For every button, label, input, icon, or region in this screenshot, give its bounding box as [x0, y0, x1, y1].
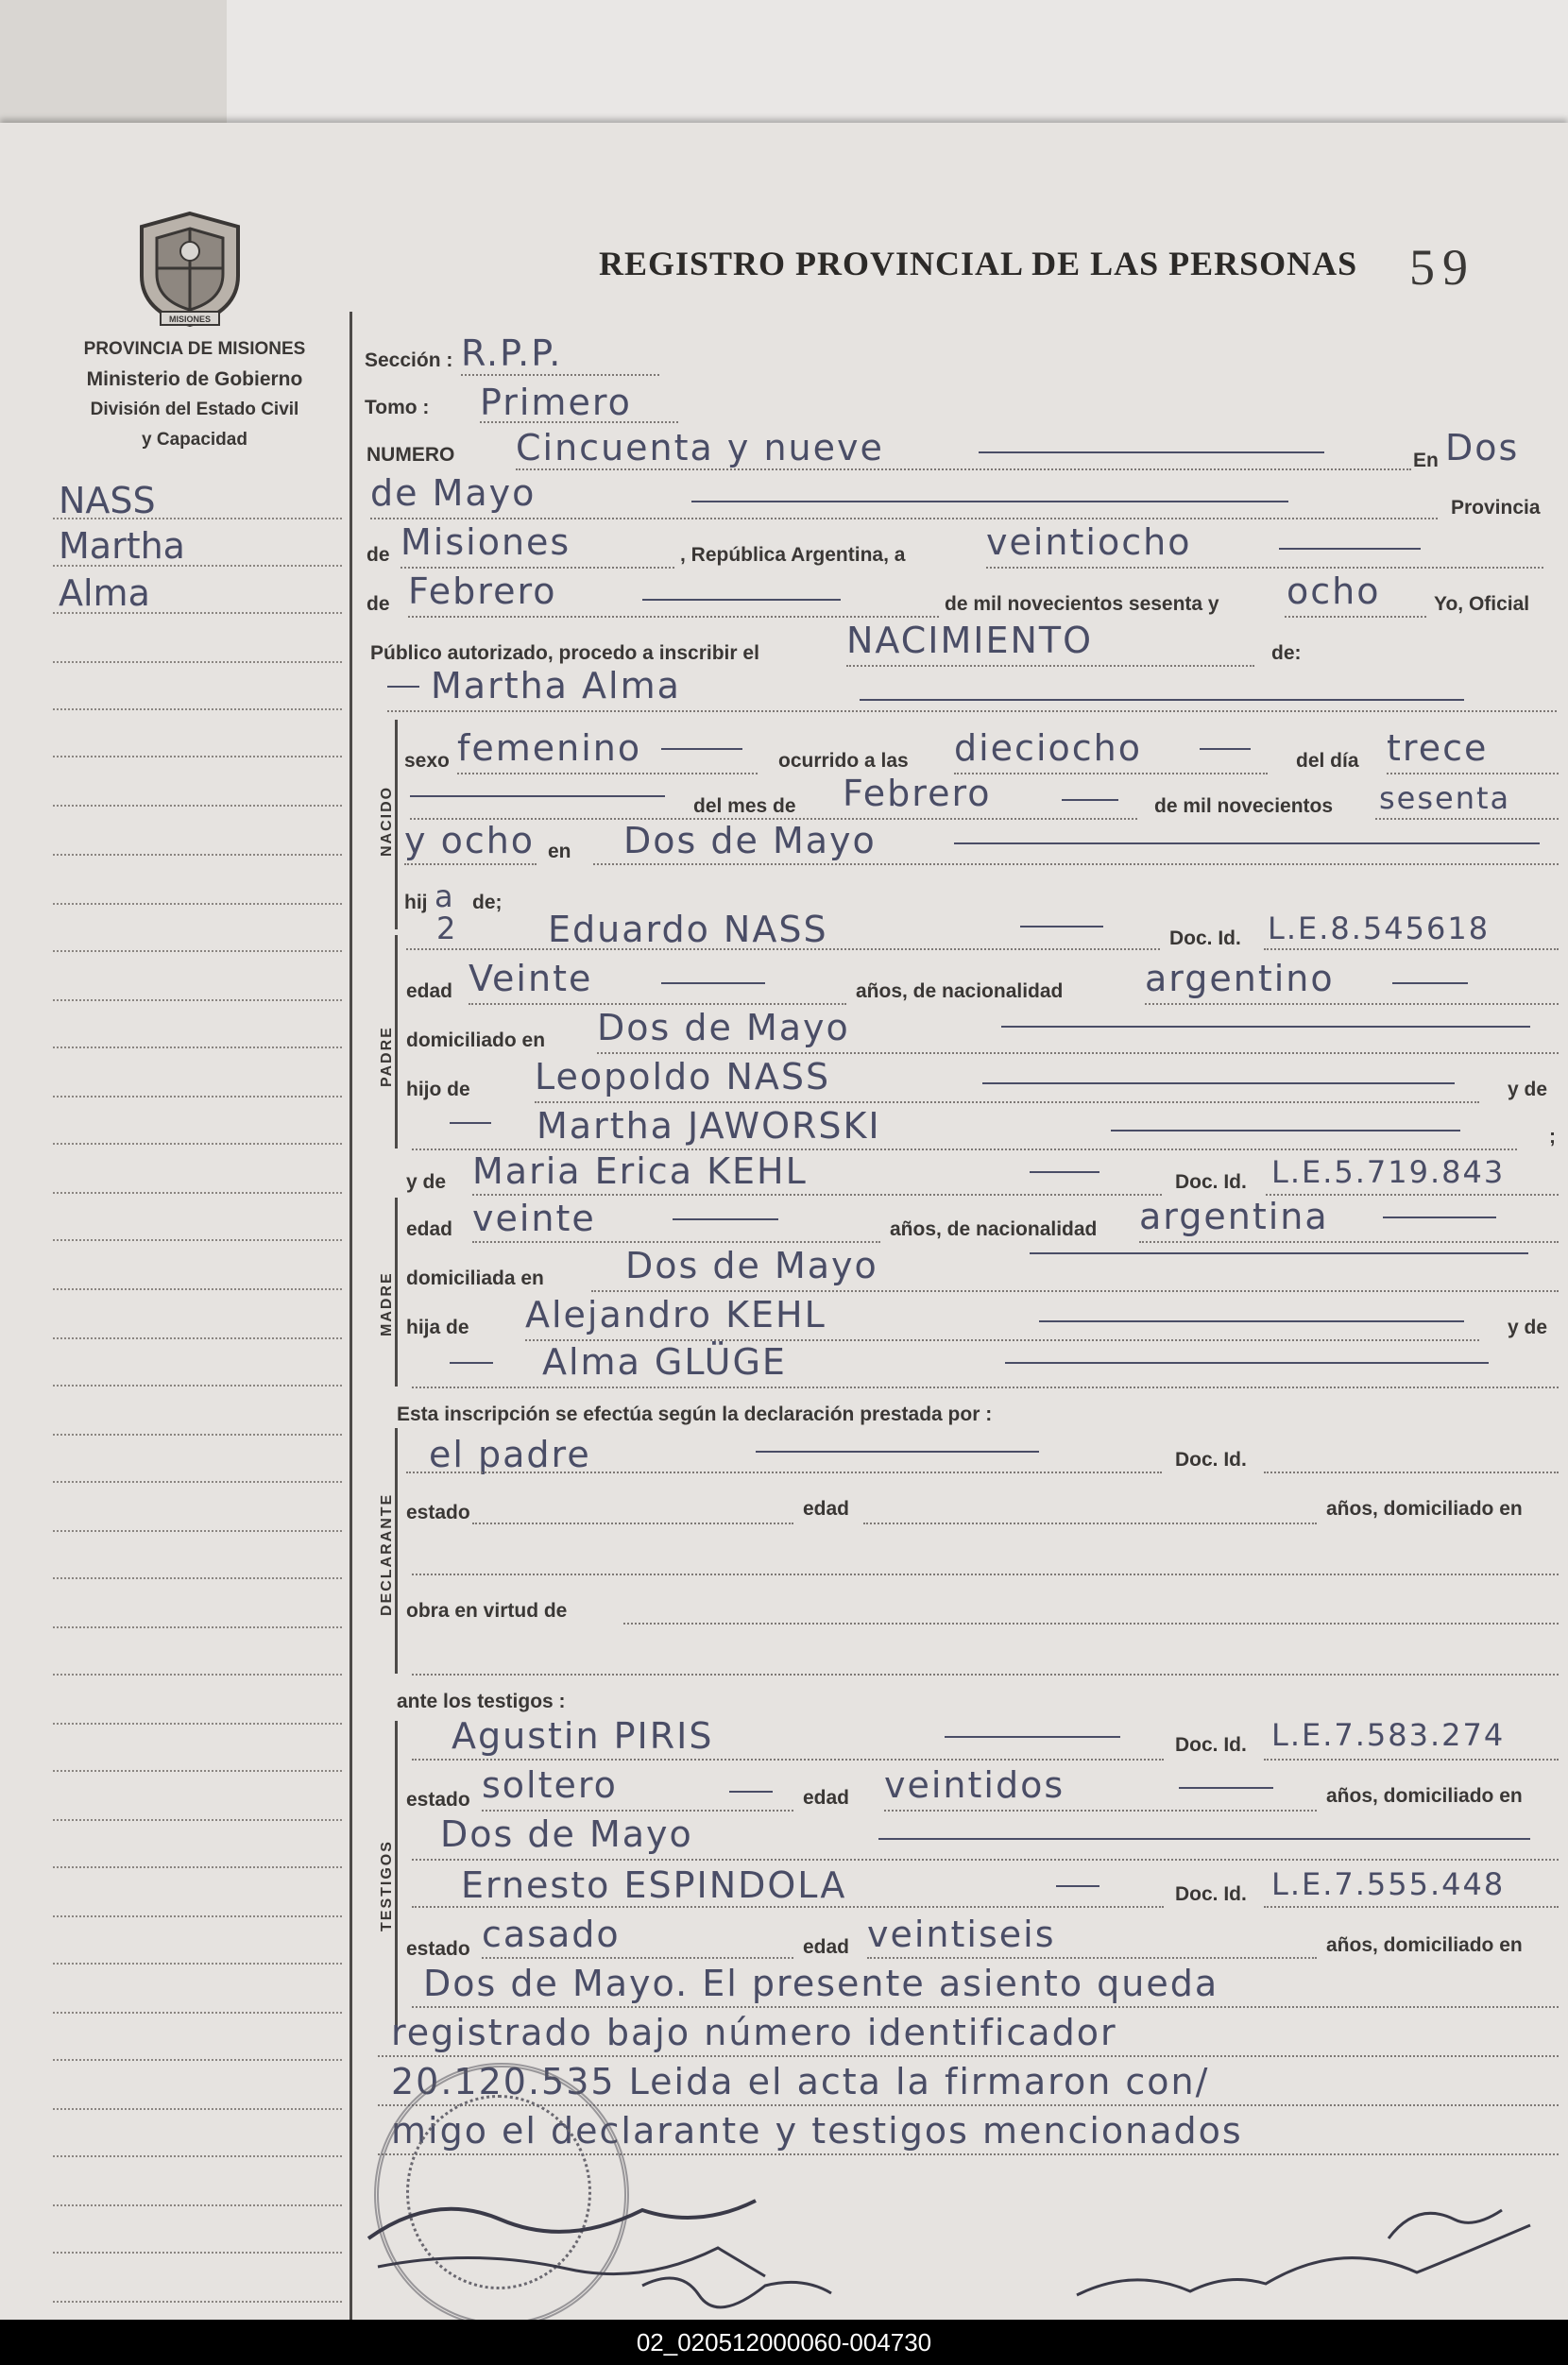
padre-padre-value: Leopoldo NASS [535, 1056, 831, 1097]
signature-witness-2 [1077, 2225, 1530, 2295]
fill-stroke [1039, 1320, 1464, 1322]
tomo-line [480, 421, 678, 423]
lugar-line [370, 518, 1438, 519]
madre-anos-label: años, de nacionalidad [890, 1218, 1098, 1240]
republica-label: , República Argentina, a [680, 544, 906, 566]
margin-rule [53, 903, 342, 905]
testigo1-doc-line [1264, 1759, 1559, 1761]
de-mil-nov-label: de mil novecientos [1154, 795, 1334, 817]
testigos-side-label: TESTIGOS [379, 1840, 395, 1931]
fill-stroke [1179, 1787, 1273, 1789]
testigo2-doc-line [1264, 1906, 1559, 1908]
margin-rule [53, 1385, 342, 1387]
sexo-line [457, 773, 758, 774]
margin-rule [53, 1577, 342, 1579]
madre-hija-de-label: hija de [406, 1317, 469, 1338]
fill-stroke [729, 1791, 773, 1793]
note-line [378, 2055, 1559, 2057]
margin-rule [53, 854, 342, 856]
testigo2-edad-value: veintiseis [867, 1914, 1056, 1955]
lugar-continuation: de Mayo [370, 472, 537, 514]
margin-rule [53, 1288, 342, 1290]
margin-rule [53, 708, 342, 710]
lugar-nac-value: Dos de Mayo [623, 820, 877, 861]
fill-stroke [945, 1736, 1120, 1738]
margin-rule [53, 756, 342, 757]
madre-dom-label: domiciliada en [406, 1268, 544, 1289]
fill-stroke [1030, 1252, 1528, 1254]
fill-stroke [1279, 548, 1421, 550]
org-line-4: y Capacidad [142, 430, 247, 450]
padre-padre-line [535, 1101, 1479, 1103]
margin-rule [53, 1096, 342, 1097]
testigo1-anos-label: años, domiciliado en [1326, 1785, 1523, 1807]
testigo2-estado-value: casado [482, 1914, 621, 1955]
declarante-value: el padre [429, 1434, 591, 1475]
margin-rule [53, 1239, 342, 1241]
anio-a-value: sesenta [1379, 780, 1511, 816]
madre-y-de-label: y de [406, 1171, 447, 1193]
margin-rule [53, 2252, 342, 2254]
padre-doc-label: Doc. Id. [1169, 927, 1241, 949]
en-value: Dos [1445, 427, 1520, 468]
testigo1-nombre-value: Agustin PIRIS [452, 1715, 714, 1757]
issuing-organization [34, 334, 355, 455]
margin-rule [53, 999, 342, 1001]
margin-rule [53, 1434, 342, 1436]
seccion-line [461, 374, 659, 376]
signatures [359, 2182, 1540, 2320]
provincia-line [401, 567, 674, 569]
padre-dom-value: Dos de Mayo [597, 1007, 850, 1048]
testigo2-nombre-value: Ernesto ESPINDOLA [461, 1864, 847, 1906]
margin-rule [53, 1770, 342, 1772]
padre-doc-line [1264, 948, 1559, 950]
provincial-crest-icon [134, 210, 246, 329]
underlying-page [227, 0, 1568, 132]
margin-rule [53, 1337, 342, 1339]
yo-oficial-label: Yo, Oficial [1434, 593, 1530, 615]
provincia-label: Provincia [1451, 497, 1541, 519]
margin-rule [53, 2155, 342, 2157]
testigo2-doc-label: Doc. Id. [1175, 1883, 1247, 1905]
folio-number: 59 [1409, 239, 1475, 296]
madre-edad-label: edad [406, 1218, 453, 1240]
signature-declarante [378, 2248, 765, 2276]
madre-edad-line [472, 1241, 880, 1243]
declaracion-label: Esta inscripción se efectúa según la declaración prestada por : [397, 1404, 993, 1425]
padre-dom-label: domiciliado en [406, 1029, 546, 1051]
org-line-3: División del Estado Civil [90, 400, 299, 419]
obra-line [623, 1623, 1559, 1625]
anio-b-value: y ocho [404, 820, 536, 861]
margin-rule [53, 1674, 342, 1676]
seccion-label: Sección : [365, 349, 453, 371]
testigo2-nombre-line [412, 1906, 1164, 1908]
fecha-dia-line [986, 567, 1543, 569]
margin-rule [53, 1819, 342, 1821]
closing-note-line-4: migo el declarante y testigos mencionados [391, 2110, 1243, 2152]
padre-nombre-value: Eduardo NASS [548, 909, 828, 950]
margin-rule [53, 518, 342, 519]
margin-rule [53, 565, 342, 567]
fill-stroke [387, 686, 419, 688]
margin-rule [53, 2012, 342, 2014]
hora-line [954, 773, 1268, 774]
madre-nac-value: argentina [1139, 1196, 1329, 1237]
padre-edad-value: Veinte [469, 958, 593, 999]
fill-stroke [1200, 748, 1251, 750]
padre-dom-line [597, 1052, 1559, 1054]
seccion-value: R.P.P. [461, 332, 563, 374]
madre-doc-label: Doc. Id. [1175, 1171, 1247, 1193]
madre-side-label: MADRE [379, 1271, 395, 1336]
margin-rule [53, 1143, 342, 1145]
padre-anos-label: años, de nacionalidad [856, 980, 1064, 1002]
margin-rule [53, 1963, 342, 1965]
madre-doc-value: L.E.5.719.843 [1271, 1154, 1506, 1190]
fill-stroke [1111, 1130, 1460, 1131]
fill-stroke [661, 982, 765, 984]
testigos-label: ante los testigos : [397, 1691, 566, 1712]
padre-nac-value: argentino [1145, 958, 1335, 999]
testigo1-edad-label: edad [803, 1787, 850, 1809]
testigo1-dom-value: Dos de Mayo [440, 1813, 693, 1855]
sexo-value: femenino [457, 727, 642, 769]
lugar-nac-line [593, 863, 1559, 865]
testigo2-anos-label: años, domiciliado en [1326, 1934, 1523, 1956]
publico-label: Público autorizado, procedo a inscribir el [370, 642, 759, 664]
signature-official [1389, 2210, 1502, 2238]
padre-edad-label: edad [406, 980, 453, 1002]
testigo2-edad-label: edad [803, 1936, 850, 1958]
padre-edad-line [469, 1003, 846, 1005]
fill-stroke [954, 842, 1540, 844]
acto-line [846, 665, 1254, 667]
numero-label: NUMERO [366, 444, 455, 466]
madre-dom-value: Dos de Mayo [625, 1245, 878, 1286]
fecha-mes-line [408, 616, 939, 618]
testigo1-doc-value: L.E.7.583.274 [1271, 1717, 1506, 1753]
fill-stroke [1030, 1171, 1099, 1173]
del-dia-label: del día [1296, 750, 1359, 772]
margin-first-name: Martha [59, 525, 185, 567]
fecha-anio-line [1285, 616, 1426, 618]
testigo2-estado-line [482, 1957, 793, 1959]
padre-doc-value: L.E.8.545618 [1268, 910, 1491, 946]
margin-rule [53, 2108, 342, 2110]
fill-stroke [673, 1218, 778, 1220]
anio-b-line [404, 863, 537, 865]
tomo-label: Tomo : [365, 397, 430, 418]
hij-suffix-value: a [435, 878, 455, 914]
declarante-edad-label: edad [803, 1498, 850, 1520]
fill-stroke [1020, 926, 1103, 927]
fill-stroke [1392, 982, 1468, 984]
en-lower-label: en [548, 841, 571, 862]
padre-nombre-line [406, 948, 1160, 950]
madre-dom-line [591, 1290, 1559, 1292]
anio-a-line [1375, 818, 1559, 820]
declarante-doc-label: Doc. Id. [1175, 1449, 1247, 1471]
fill-stroke [878, 1838, 1530, 1840]
madre-edad-value: veinte [472, 1198, 596, 1239]
margin-surname: NASS [59, 480, 156, 521]
fill-stroke [756, 1451, 1039, 1453]
signature-registrar [368, 2201, 756, 2238]
fill-stroke [1056, 1885, 1099, 1887]
fill-stroke [410, 795, 665, 797]
declarante-dom-line [412, 1574, 1559, 1575]
fecha-dia-value: veintiocho [986, 521, 1192, 563]
testigo1-doc-label: Doc. Id. [1175, 1734, 1247, 1756]
acto-value: NACIMIENTO [846, 620, 1094, 661]
margin-rule [53, 1723, 342, 1725]
numero-value: Cincuenta y nueve [516, 427, 884, 468]
sexo-label: sexo [404, 750, 450, 772]
fill-stroke [642, 599, 841, 601]
signature-witness-1 [642, 2278, 831, 2307]
closing-note-line-1: Dos de Mayo. El presente asiento queda [423, 1963, 1219, 2004]
de-mil-label: de mil novecientos sesenta y [945, 593, 1219, 615]
de-semicolon-label: de; [472, 892, 503, 913]
declarante-estado-label: estado [406, 1502, 470, 1523]
image-caption: 02_020512000060-004730 [0, 2320, 1568, 2365]
register-title: REGISTRO PROVINCIAL DE LAS PERSONAS [599, 245, 1358, 282]
margin-rule [53, 950, 342, 952]
nombre-line [387, 710, 1557, 712]
madre-y-de-label-2: y de [1508, 1317, 1548, 1338]
fill-stroke [979, 451, 1324, 453]
declarante-side-label: DECLARANTE [379, 1492, 395, 1616]
testigo1-dom-line [412, 1859, 1559, 1861]
fill-stroke [691, 501, 1288, 502]
margin-rule [53, 2301, 342, 2303]
fill-stroke [1001, 1026, 1530, 1028]
en-label: En [1413, 450, 1439, 471]
fecha-anio-value: ocho [1287, 570, 1381, 612]
closing-note-line-3: 20.120.535 Leida el acta la firmaron con/ [391, 2061, 1210, 2102]
tomo-value: Primero [480, 382, 632, 423]
fill-stroke [450, 1122, 491, 1124]
fill-stroke [1005, 1362, 1489, 1364]
semicolon-label: ; [1549, 1126, 1556, 1148]
testigo1-estado-label: estado [406, 1789, 470, 1811]
obra-label: obra en virtud de [406, 1600, 568, 1622]
fill-stroke [982, 1082, 1455, 1084]
margin-rule [53, 1481, 342, 1483]
testigo1-estado-value: soltero [482, 1764, 618, 1806]
margin-rule [53, 1915, 342, 1917]
fecha-mes-value: Febrero [408, 570, 557, 612]
padre-madre-value: Martha JAWORSKI [537, 1105, 881, 1147]
mes-value: Febrero [843, 773, 992, 814]
margin-rule [53, 661, 342, 663]
margin-rule [53, 1626, 342, 1628]
fill-stroke [1062, 799, 1118, 801]
margin-rule [53, 612, 342, 614]
nacido-side-label: NACIDO [379, 785, 395, 857]
testigo1-nombre-line [412, 1759, 1164, 1761]
margin-rule [53, 1866, 342, 1868]
obra-line-2 [412, 1674, 1559, 1676]
filiacion-value: 2 [436, 910, 458, 946]
padre-y-de-label: y de [1508, 1079, 1548, 1100]
de-colon-label: de: [1271, 642, 1302, 664]
del-mes-label: del mes de [693, 795, 796, 817]
hij-label: hij [404, 892, 428, 913]
testigo2-edad-line [867, 1957, 1317, 1959]
fill-stroke [1383, 1217, 1496, 1218]
padre-nac-line [1145, 1003, 1559, 1005]
madre-madre-value: Alma GLÜGE [542, 1341, 787, 1383]
testigo1-edad-value: veintidos [884, 1764, 1065, 1806]
fill-stroke [860, 699, 1464, 701]
svg-text:MISIONES: MISIONES [168, 315, 212, 324]
testigo1-estado-line [482, 1810, 793, 1812]
fill-stroke [661, 748, 742, 750]
de-label: de [366, 593, 390, 615]
madre-nombre-value: Maria Erica KEHL [472, 1150, 808, 1192]
org-line-2: Ministerio de Gobierno [86, 368, 303, 390]
declarante-doc-line [1264, 1472, 1559, 1473]
madre-padre-value: Alejandro KEHL [525, 1294, 827, 1336]
madre-nac-line [1139, 1241, 1559, 1243]
declarante-estado-line [472, 1523, 793, 1524]
margin-rule [53, 2204, 342, 2206]
de-label: de [366, 544, 390, 566]
numero-line [516, 468, 1411, 470]
declarante-anos-label: años, domiciliado en [1326, 1498, 1523, 1520]
hora-value: dieciocho [954, 727, 1142, 769]
margin-rule [53, 1046, 342, 1048]
madre-nombre-line [472, 1194, 1162, 1196]
testigo2-doc-value: L.E.7.555.448 [1271, 1866, 1506, 1902]
org-line-1: PROVINCIA DE MISIONES [83, 339, 306, 359]
dia-line [1387, 773, 1559, 774]
fill-stroke [450, 1362, 493, 1364]
declarante-line [406, 1472, 1162, 1473]
margin-rule [53, 1530, 342, 1532]
margin-rule [53, 2059, 342, 2061]
testigo2-estado-label: estado [406, 1938, 470, 1960]
margin-rule [53, 805, 342, 807]
madre-madre-line [412, 1387, 1559, 1388]
declarante-edad-line [863, 1523, 1317, 1524]
ocurrido-label: ocurrido a las [778, 750, 909, 772]
provincia-value: Misiones [401, 521, 571, 563]
testigo1-edad-line [884, 1810, 1317, 1812]
padre-side-label: PADRE [379, 1026, 395, 1087]
closing-note-line-2: registrado bajo número identificador [391, 2012, 1117, 2053]
margin-divider [349, 312, 352, 2320]
dia-value: trece [1387, 727, 1489, 769]
note-line [412, 2006, 1559, 2008]
margin-middle-name: Alma [59, 572, 150, 614]
padre-hijo-de-label: hijo de [406, 1079, 470, 1100]
nombre-value: Martha Alma [431, 665, 681, 706]
margin-rule [53, 1192, 342, 1194]
